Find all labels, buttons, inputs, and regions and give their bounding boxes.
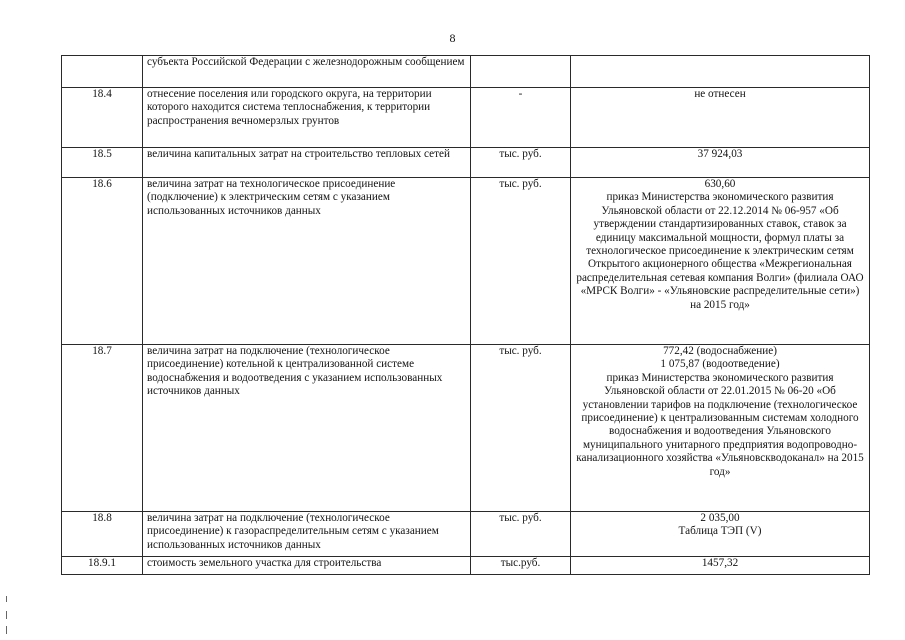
row-value (571, 88, 870, 148)
row-number: 18.6 (62, 178, 143, 345)
value-line: 37 924,03 (697, 148, 743, 160)
row-unit: тыс. руб. (471, 512, 571, 557)
row-number: 18.5 (62, 148, 143, 178)
row-number: 18.8 (62, 512, 143, 557)
scan-edge-mark (6, 626, 7, 634)
value-line: 630,60 (704, 178, 736, 190)
row-description: величина капитальных затрат на строительство тепловых сетей (143, 148, 471, 178)
value-line: не отнесен (694, 88, 746, 100)
value-line: 1457,32 (701, 557, 739, 569)
value-line: 2 035,00 (700, 512, 740, 524)
row-number (62, 56, 143, 88)
row-unit: тыс.руб. (471, 557, 571, 575)
table-row (62, 88, 870, 148)
row-value (571, 345, 870, 512)
table-row (62, 56, 870, 88)
row-number: 18.7 (62, 345, 143, 512)
row-value (571, 512, 870, 557)
value-line: 772,42 (водоснабжение) (663, 345, 777, 357)
value-line: 1 075,87 (водоотведение) (660, 358, 780, 371)
scan-edge-mark (6, 611, 7, 619)
table-row (62, 512, 870, 557)
page-number: 8 (449, 31, 456, 45)
table-row (62, 178, 870, 345)
row-description: величина затрат на подключение (технологическое присоединение) к газораспределительным сетям с указанием использованных источников данных (143, 512, 471, 557)
row-number: 18.9.1 (62, 557, 143, 575)
row-unit (471, 56, 571, 88)
row-value (571, 178, 870, 345)
row-description: величина затрат на подключение (технологическое присоединение) котельной к централизованной системе водоснабжения и водоотведения с указанием использованных источников данных (143, 345, 471, 512)
row-number: 18.4 (62, 88, 143, 148)
row-value (571, 148, 870, 178)
table-row (62, 345, 870, 512)
row-unit: тыс. руб. (471, 148, 571, 178)
row-description: величина затрат на технологическое присоединение (подключение) к электрическим сетям с указанием использованных источников данных (143, 178, 471, 345)
row-description: стоимость земельного участка для строительства (143, 557, 471, 575)
row-value (571, 56, 870, 88)
value-line: приказ Министерства экономического развития Ульяновской области от 22.12.2014 № 06-957 «Об утверждении стандартизированных ставок, ставок за единицу максимальной мощности, формул платы за технологическое присоединение к электрическим сетям Открытого акционерного общества «Межрегиональная распределительная сетевая компания Волги» (филиала ОАО «МРСК Волги» - «Ульяновские распределительные сети») на 2015 год» (576, 191, 864, 311)
scan-edge-mark (6, 596, 7, 602)
value-line: приказ Министерства экономического развития Ульяновской области от 22.01.2015 № 06-20 «Об установлении тарифов на подключение (технологическое присоединение) к централизованным системам холодного водоснабжения и водоотведения Ульяновского муниципального унитарного предприятия водопроводно-канализационного хозяйства «Ульяновскводоканал» на 2015 год» (576, 371, 864, 478)
value-line: Таблица ТЭП (V) (678, 525, 762, 538)
row-unit: тыс. руб. (471, 345, 571, 512)
row-description: субъекта Российской Федерации с железнодорожным сообщением (143, 56, 471, 88)
row-description: отнесение поселения или городского округа, на территории которого находится система теплоснабжения, к территории распространения вечномерзлых грунтов (143, 88, 471, 148)
row-unit: - (471, 88, 571, 148)
row-unit: тыс. руб. (471, 178, 571, 345)
row-value (571, 557, 870, 575)
table-row (62, 148, 870, 178)
table-row (62, 557, 870, 575)
indicators-table (61, 55, 870, 575)
